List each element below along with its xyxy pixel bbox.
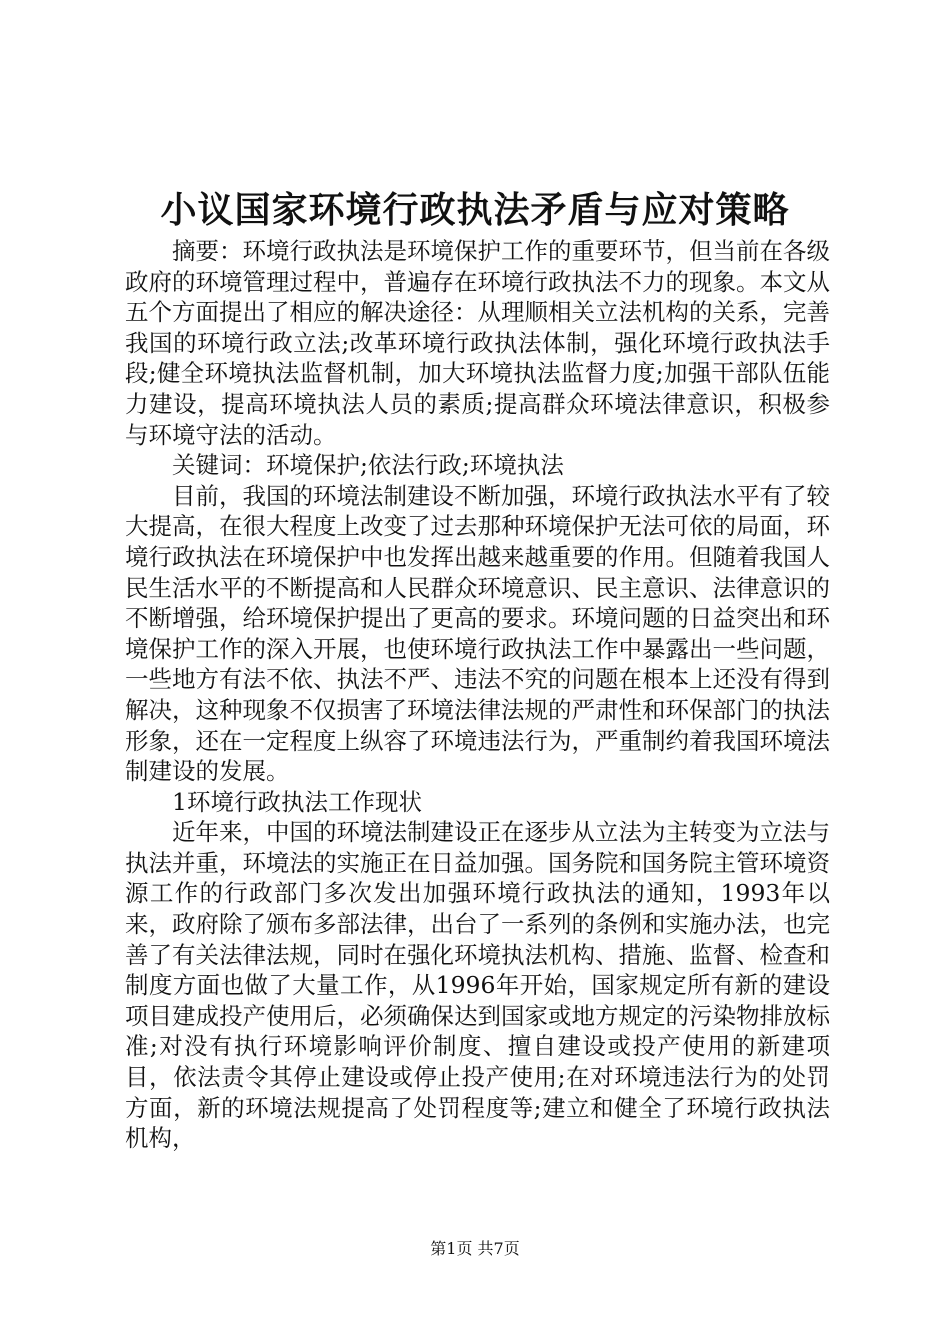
section-heading: 1环境行政执法工作现状 (172, 787, 422, 816)
intro-paragraph: 目前，我国的环境法制建设不断加强，环境行政执法水平有了较大提高，在很大程度上改变了过去那种环境保护无法可依的局面，环境行政执法在环境保护中也发挥出越来越重要的作用。但随着我国人民生活水平的不断提高和人民群众环境意识、民主意识、法律意识的不断增强，给环境保护提出了更高的要求。环境问题的日益突出和环境保护工作的深入开展，也使环境行政执法工作中暴露出一些问题，一些地方有法不依、执法不严、违法不究的问题在根本上还没有得到解决，这种现象不仅损害了环境法律法规的严肃性和环保部门的执法形象，还在一定程度上纵容了环境违法行为，严重制约着我国环境法制建设的发展。 (125, 481, 830, 786)
section-paragraph: 近年来，中国的环境法制建设正在逐步从立法为主转变为立法与执法并重，环境法的实施正在日益加强。国务院和国务院主管环境资源工作的行政部门多次发出加强环境行政执法的通知，1993年以来，政府除了颁布多部法律，出台了一系列的条例和实施办法，也完善了有关法律法规，同时在强化环境执法机构、措施、监督、检查和制度方面也做了大量工作，从1996年开始，国家规定所有新的建设项目建成投产使用后，必须确保达到国家或地方规定的污染物排放标准;对没有执行环境影响评价制度、擅自建设或投产使用的新建项目，依法责令其停止建设或停止投产使用;在对环境违法行为的处罚方面，新的环境法规提高了处罚程度等;建立和健全了环境行政执法机构， (125, 818, 830, 1153)
abstract-paragraph: 摘要：环境行政执法是环境保护工作的重要环节，但当前在各级政府的环境管理过程中，普遍存在环境行政执法不力的现象。本文从五个方面提出了相应的解决途径：从理顺相关立法机构的关系，完善我国的环境行政立法;改革环境行政执法体制，强化环境行政执法手段;健全环境执法监督机制，加大环境执法监督力度;加强干部队伍能力建设，提高环境执法人员的素质;提高群众环境法律意识，积极参与环境守法的活动。 (125, 237, 830, 449)
document-body (125, 236, 830, 1154)
page-number-footer: 第1页 共7页 (430, 1239, 520, 1258)
keywords-paragraph: 关键词：环境保护;依法行政;环境执法 (172, 451, 564, 480)
document-title: 小议国家环境行政执法矛盾与应对策略 (160, 189, 790, 231)
